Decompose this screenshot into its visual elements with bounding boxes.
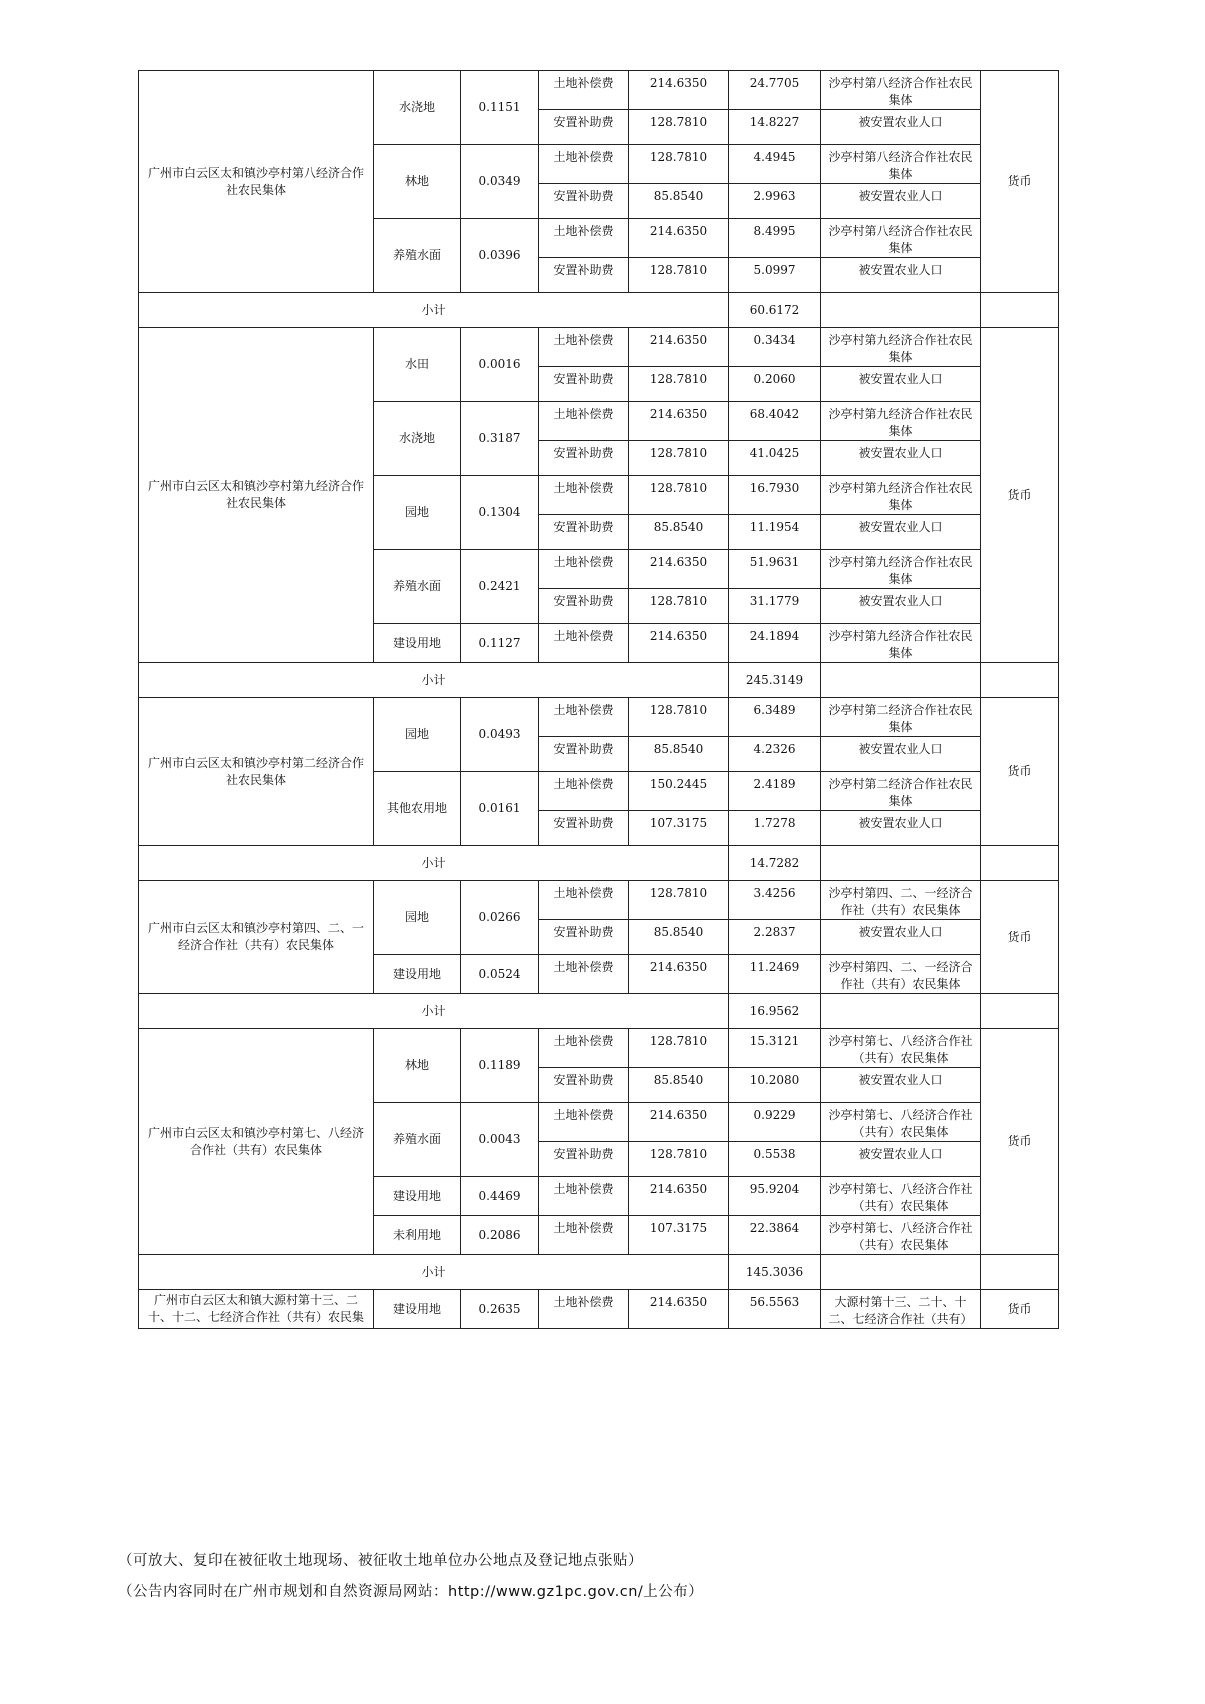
- land-type-cell: 水浇地: [374, 71, 461, 145]
- land-area-cell: 0.0493: [461, 698, 539, 772]
- standard-cell: 214.6350: [629, 402, 729, 441]
- recipient-cell: 被安置农业人口: [821, 920, 981, 955]
- amount-cell: 31.1779: [729, 589, 821, 624]
- fee-type-cell: 土地补偿费: [539, 71, 629, 110]
- recipient-cell: 沙亭村第四、二、一经济合作社（共有）农民集体: [821, 955, 981, 994]
- land-type-cell: 水浇地: [374, 402, 461, 476]
- amount-cell: 6.3489: [729, 698, 821, 737]
- standard-cell: 150.2445: [629, 772, 729, 811]
- fee-type-cell: 安置补助费: [539, 515, 629, 550]
- compensation-document: [138, 70, 1058, 1329]
- recipient-cell: 被安置农业人口: [821, 258, 981, 293]
- land-area-cell: 0.0266: [461, 881, 539, 955]
- recipient-cell: 沙亭村第九经济合作社农民集体: [821, 476, 981, 515]
- standard-cell: 107.3175: [629, 811, 729, 846]
- fee-type-cell: 土地补偿费: [539, 772, 629, 811]
- payment-method-cell: 货币: [981, 71, 1059, 293]
- payment-method-cell: 货币: [981, 881, 1059, 994]
- subtotal-row: [139, 663, 1059, 698]
- land-type-cell: 园地: [374, 881, 461, 955]
- payment-method-cell: 货币: [981, 328, 1059, 663]
- amount-cell: 4.2326: [729, 737, 821, 772]
- land-type-cell: 建设用地: [374, 1177, 461, 1216]
- standard-cell: 128.7810: [629, 441, 729, 476]
- land-area-cell: 0.2086: [461, 1216, 539, 1255]
- fee-type-cell: 土地补偿费: [539, 145, 629, 184]
- payment-method-cell: 货币: [981, 698, 1059, 846]
- amount-cell: 24.1894: [729, 624, 821, 663]
- land-area-cell: 0.2635: [461, 1290, 539, 1329]
- recipient-cell: 沙亭村第九经济合作社农民集体: [821, 328, 981, 367]
- subtotal-empty-cell: [981, 663, 1059, 698]
- fee-type-cell: 安置补助费: [539, 441, 629, 476]
- subtotal-empty-cell: [821, 663, 981, 698]
- land-type-cell: 林地: [374, 1029, 461, 1103]
- recipient-cell: 沙亭村第七、八经济合作社（共有）农民集体: [821, 1177, 981, 1216]
- land-area-cell: 0.0524: [461, 955, 539, 994]
- standard-cell: 128.7810: [629, 698, 729, 737]
- standard-cell: 128.7810: [629, 1142, 729, 1177]
- standard-cell: 85.8540: [629, 920, 729, 955]
- land-type-cell: 养殖水面: [374, 550, 461, 624]
- standard-cell: 128.7810: [629, 110, 729, 145]
- amount-cell: 15.3121: [729, 1029, 821, 1068]
- recipient-cell: 被安置农业人口: [821, 441, 981, 476]
- amount-cell: 11.2469: [729, 955, 821, 994]
- standard-cell: 214.6350: [629, 71, 729, 110]
- fee-type-cell: 土地补偿费: [539, 1103, 629, 1142]
- subtotal-empty-cell: [981, 994, 1059, 1029]
- fee-type-cell: 土地补偿费: [539, 698, 629, 737]
- subtotal-amount: 60.6172: [729, 293, 821, 328]
- amount-cell: 14.8227: [729, 110, 821, 145]
- amount-cell: 0.3434: [729, 328, 821, 367]
- land-area-cell: 0.4469: [461, 1177, 539, 1216]
- recipient-cell: 被安置农业人口: [821, 1142, 981, 1177]
- table-row: [139, 1029, 1059, 1068]
- subtotal-row: [139, 846, 1059, 881]
- standard-cell: 214.6350: [629, 624, 729, 663]
- recipient-cell: 被安置农业人口: [821, 367, 981, 402]
- subtotal-amount: 14.7282: [729, 846, 821, 881]
- amount-cell: 5.0997: [729, 258, 821, 293]
- subtotal-empty-cell: [821, 1255, 981, 1290]
- recipient-cell: 被安置农业人口: [821, 1068, 981, 1103]
- fee-type-cell: 土地补偿费: [539, 219, 629, 258]
- subtotal-amount: 145.3036: [729, 1255, 821, 1290]
- amount-cell: 0.2060: [729, 367, 821, 402]
- subtotal-row: [139, 293, 1059, 328]
- land-type-cell: 养殖水面: [374, 1103, 461, 1177]
- land-type-cell: 其他农用地: [374, 772, 461, 846]
- fee-type-cell: 安置补助费: [539, 1068, 629, 1103]
- fee-type-cell: 安置补助费: [539, 367, 629, 402]
- land-area-cell: 0.0161: [461, 772, 539, 846]
- fee-type-cell: 安置补助费: [539, 811, 629, 846]
- table-row: [139, 328, 1059, 367]
- subtotal-label: 小计: [139, 994, 729, 1029]
- recipient-cell: 沙亭村第八经济合作社农民集体: [821, 219, 981, 258]
- subtotal-row: [139, 1255, 1059, 1290]
- fee-type-cell: 安置补助费: [539, 258, 629, 293]
- amount-cell: 56.5563: [729, 1290, 821, 1329]
- subtotal-empty-cell: [981, 846, 1059, 881]
- amount-cell: 11.1954: [729, 515, 821, 550]
- payment-method-cell: 货币: [981, 1029, 1059, 1255]
- fee-type-cell: 土地补偿费: [539, 550, 629, 589]
- standard-cell: 128.7810: [629, 1029, 729, 1068]
- table-row: [139, 1290, 1059, 1329]
- fee-type-cell: 土地补偿费: [539, 955, 629, 994]
- subtotal-empty-cell: [821, 846, 981, 881]
- collective-unit-cell: 广州市白云区太和镇大源村第十三、二十、十二、七经济合作社（共有）农民集: [139, 1290, 374, 1329]
- fee-type-cell: 土地补偿费: [539, 1177, 629, 1216]
- standard-cell: 214.6350: [629, 550, 729, 589]
- fee-type-cell: 土地补偿费: [539, 624, 629, 663]
- standard-cell: 85.8540: [629, 737, 729, 772]
- website-note: （公告内容同时在广州市规划和自然资源局网站：http://www.gz1pc.gov.cn/上公布）: [118, 1584, 704, 1600]
- collective-unit-cell: 广州市白云区太和镇沙亭村第七、八经济合作社（共有）农民集体: [139, 1029, 374, 1255]
- standard-cell: 107.3175: [629, 1216, 729, 1255]
- subtotal-empty-cell: [821, 994, 981, 1029]
- land-area-cell: 0.0396: [461, 219, 539, 293]
- fee-type-cell: 土地补偿费: [539, 1216, 629, 1255]
- land-type-cell: 建设用地: [374, 624, 461, 663]
- recipient-cell: 沙亭村第八经济合作社农民集体: [821, 71, 981, 110]
- fee-type-cell: 土地补偿费: [539, 476, 629, 515]
- recipient-cell: 沙亭村第二经济合作社农民集体: [821, 698, 981, 737]
- land-area-cell: 0.0349: [461, 145, 539, 219]
- land-type-cell: 养殖水面: [374, 219, 461, 293]
- amount-cell: 68.4042: [729, 402, 821, 441]
- amount-cell: 1.7278: [729, 811, 821, 846]
- standard-cell: 128.7810: [629, 367, 729, 402]
- amount-cell: 24.7705: [729, 71, 821, 110]
- land-area-cell: 0.2421: [461, 550, 539, 624]
- recipient-cell: 被安置农业人口: [821, 737, 981, 772]
- land-type-cell: 林地: [374, 145, 461, 219]
- amount-cell: 3.4256: [729, 881, 821, 920]
- fee-type-cell: 土地补偿费: [539, 402, 629, 441]
- subtotal-amount: 16.9562: [729, 994, 821, 1029]
- standard-cell: 214.6350: [629, 1290, 729, 1329]
- standard-cell: 128.7810: [629, 476, 729, 515]
- fee-type-cell: 安置补助费: [539, 589, 629, 624]
- subtotal-empty-cell: [821, 293, 981, 328]
- land-area-cell: 0.1304: [461, 476, 539, 550]
- land-type-cell: 建设用地: [374, 955, 461, 994]
- recipient-cell: 沙亭村第七、八经济合作社（共有）农民集体: [821, 1029, 981, 1068]
- recipient-cell: 沙亭村第八经济合作社农民集体: [821, 145, 981, 184]
- fee-type-cell: 土地补偿费: [539, 1290, 629, 1329]
- amount-cell: 4.4945: [729, 145, 821, 184]
- fee-type-cell: 安置补助费: [539, 110, 629, 145]
- amount-cell: 2.9963: [729, 184, 821, 219]
- recipient-cell: 被安置农业人口: [821, 110, 981, 145]
- fee-type-cell: 安置补助费: [539, 1142, 629, 1177]
- amount-cell: 2.4189: [729, 772, 821, 811]
- standard-cell: 128.7810: [629, 145, 729, 184]
- fee-type-cell: 土地补偿费: [539, 328, 629, 367]
- recipient-cell: 沙亭村第四、二、一经济合作社（共有）农民集体: [821, 881, 981, 920]
- standard-cell: 214.6350: [629, 219, 729, 258]
- posting-note: （可放大、复印在被征收土地现场、被征收土地单位办公地点及登记地点张贴）: [118, 1553, 643, 1569]
- recipient-cell: 沙亭村第二经济合作社农民集体: [821, 772, 981, 811]
- land-area-cell: 0.1127: [461, 624, 539, 663]
- fee-type-cell: 安置补助费: [539, 737, 629, 772]
- recipient-cell: 被安置农业人口: [821, 515, 981, 550]
- recipient-cell: 被安置农业人口: [821, 589, 981, 624]
- recipient-cell: 大源村第十三、二十、十二、七经济合作社（共有）: [821, 1290, 981, 1329]
- collective-unit-cell: 广州市白云区太和镇沙亭村第九经济合作社农民集体: [139, 328, 374, 663]
- collective-unit-cell: 广州市白云区太和镇沙亭村第八经济合作社农民集体: [139, 71, 374, 293]
- land-type-cell: 园地: [374, 698, 461, 772]
- subtotal-label: 小计: [139, 846, 729, 881]
- land-type-cell: 园地: [374, 476, 461, 550]
- fee-type-cell: 土地补偿费: [539, 881, 629, 920]
- land-type-cell: 建设用地: [374, 1290, 461, 1329]
- amount-cell: 0.5538: [729, 1142, 821, 1177]
- payment-method-cell: 货币: [981, 1290, 1059, 1329]
- subtotal-label: 小计: [139, 663, 729, 698]
- standard-cell: 128.7810: [629, 881, 729, 920]
- land-area-cell: 0.0016: [461, 328, 539, 402]
- fee-type-cell: 安置补助费: [539, 184, 629, 219]
- collective-unit-cell: 广州市白云区太和镇沙亭村第四、二、一经济合作社（共有）农民集体: [139, 881, 374, 994]
- standard-cell: 214.6350: [629, 955, 729, 994]
- subtotal-amount: 245.3149: [729, 663, 821, 698]
- subtotal-empty-cell: [981, 1255, 1059, 1290]
- recipient-cell: 被安置农业人口: [821, 811, 981, 846]
- land-area-cell: 0.0043: [461, 1103, 539, 1177]
- amount-cell: 95.9204: [729, 1177, 821, 1216]
- table-row: [139, 698, 1059, 737]
- standard-cell: 85.8540: [629, 184, 729, 219]
- fee-type-cell: 安置补助费: [539, 920, 629, 955]
- subtotal-row: [139, 994, 1059, 1029]
- amount-cell: 22.3864: [729, 1216, 821, 1255]
- standard-cell: 214.6350: [629, 1103, 729, 1142]
- table-row: [139, 71, 1059, 110]
- standard-cell: 214.6350: [629, 328, 729, 367]
- fee-type-cell: 土地补偿费: [539, 1029, 629, 1068]
- recipient-cell: 沙亭村第七、八经济合作社（共有）农民集体: [821, 1216, 981, 1255]
- recipient-cell: 沙亭村第七、八经济合作社（共有）农民集体: [821, 1103, 981, 1142]
- subtotal-empty-cell: [981, 293, 1059, 328]
- land-area-cell: 0.3187: [461, 402, 539, 476]
- table-row: [139, 881, 1059, 920]
- standard-cell: 128.7810: [629, 258, 729, 293]
- amount-cell: 0.9229: [729, 1103, 821, 1142]
- amount-cell: 16.7930: [729, 476, 821, 515]
- standard-cell: 128.7810: [629, 589, 729, 624]
- amount-cell: 41.0425: [729, 441, 821, 476]
- subtotal-label: 小计: [139, 1255, 729, 1290]
- recipient-cell: 沙亭村第九经济合作社农民集体: [821, 624, 981, 663]
- land-area-cell: 0.1151: [461, 71, 539, 145]
- recipient-cell: 沙亭村第九经济合作社农民集体: [821, 402, 981, 441]
- amount-cell: 8.4995: [729, 219, 821, 258]
- amount-cell: 2.2837: [729, 920, 821, 955]
- recipient-cell: 被安置农业人口: [821, 184, 981, 219]
- standard-cell: 85.8540: [629, 1068, 729, 1103]
- amount-cell: 10.2080: [729, 1068, 821, 1103]
- amount-cell: 51.9631: [729, 550, 821, 589]
- recipient-cell: 沙亭村第九经济合作社农民集体: [821, 550, 981, 589]
- collective-unit-cell: 广州市白云区太和镇沙亭村第二经济合作社农民集体: [139, 698, 374, 846]
- standard-cell: 214.6350: [629, 1177, 729, 1216]
- land-type-cell: 未利用地: [374, 1216, 461, 1255]
- standard-cell: 85.8540: [629, 515, 729, 550]
- land-area-cell: 0.1189: [461, 1029, 539, 1103]
- compensation-table: [138, 70, 1059, 1329]
- subtotal-label: 小计: [139, 293, 729, 328]
- land-type-cell: 水田: [374, 328, 461, 402]
